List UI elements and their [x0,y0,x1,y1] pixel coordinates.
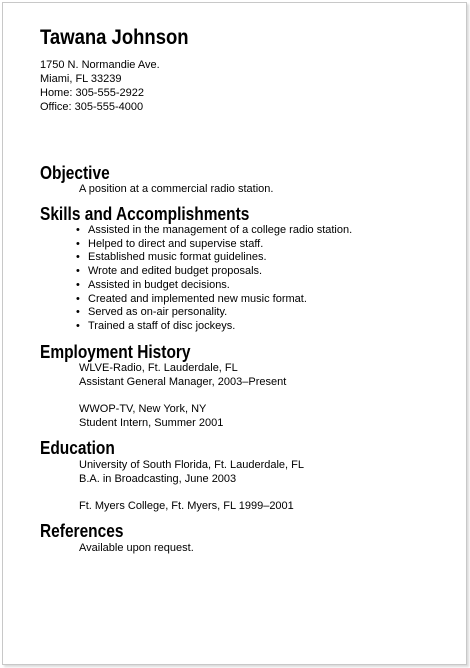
office-phone: Office: 305-555-4000 [40,101,144,113]
skills-heading: Skills and Accomplishments [40,204,250,224]
employer-2: WWOP-TV, New York, NY [79,403,207,415]
school-2: Ft. Myers College, Ft. Myers, FL 1999–2001 [79,500,294,512]
objective-heading: Objective [40,163,110,183]
home-phone: Home: 305-555-2922 [40,87,144,99]
employer-1: WLVE-Radio, Ft. Lauderdale, FL [79,362,238,374]
employment-heading: Employment History [40,342,191,362]
resume-name: Tawana Johnson [40,26,189,49]
role-1: Assistant General Manager, 2003–Present [79,376,287,388]
objective-text: A position at a commercial radio station. [79,183,274,195]
list-item: • Assisted in budget decisions. [76,278,230,291]
degree-1: B.A. in Broadcasting, June 2003 [79,473,237,485]
list-item: • Helped to direct and supervise staff. [76,237,264,250]
references-text: Available upon request. [79,542,194,554]
list-item: • Served as on-air personality. [76,306,228,319]
role-2: Student Intern, Summer 2001 [79,417,224,429]
skills-list [76,224,352,334]
list-item: • Assisted in the management of a college radio station. [76,224,353,236]
city-line: Miami, FL 33239 [40,73,122,85]
list-item: • Trained a staff of disc jockeys. [76,319,236,332]
school-1: University of South Florida, Ft. Lauderdale, FL [79,459,304,471]
references-heading: References [40,521,124,541]
list-item: • Created and implemented new music format. [76,292,307,305]
education-heading: Education [40,438,115,458]
address-line: 1750 N. Normandie Ave. [40,59,160,71]
list-item: • Wrote and edited budget proposals. [76,265,263,278]
list-item: • Established music format guidelines. [76,251,267,264]
